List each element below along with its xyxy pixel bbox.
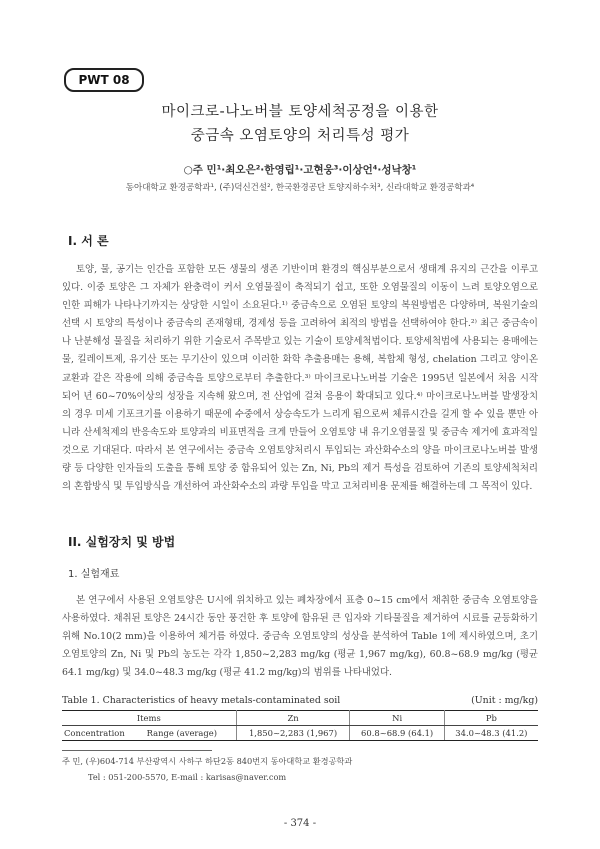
cell-ni: 60.8~68.9 (64.1) xyxy=(350,726,444,741)
footnote-contact: Tel : 051-200-5570, E-mail : karisas@naver.com xyxy=(88,772,287,782)
cell-range-label: Range (average) xyxy=(128,726,236,741)
intro-heading: I. 서 론 xyxy=(68,234,109,248)
header-pb: Pb xyxy=(444,711,538,726)
table-header-row xyxy=(62,711,538,726)
heavy-metals-table xyxy=(62,710,538,741)
header-items: Items xyxy=(62,711,236,726)
table-row xyxy=(62,726,538,741)
footnote-address: 주 민, (우)604-714 부산광역시 사하구 하단2동 840번지 동아대학교 환경공학과 xyxy=(62,756,353,766)
page-number: - 374 - xyxy=(283,818,317,829)
cell-zn: 1,850~2,283 (1,967) xyxy=(236,726,350,741)
table-unit: (Unit : mg/kg) xyxy=(471,695,538,706)
footnote-divider xyxy=(62,750,212,751)
table-caption-text: Table 1. Characteristics of heavy metals-contaminated soil xyxy=(62,695,341,706)
cell-pb: 34.0~48.3 (41.2) xyxy=(444,726,538,741)
materials-subheading: 1. 실험재료 xyxy=(68,569,120,580)
materials-paragraph: 본 연구에서 사용된 오염토양은 U시에 위치하고 있는 폐차장에서 표층 0~15 cm에서 채취한 중금속 오염토양을 사용하였다. 채취된 토양은 24시간 동안 풍건한 후 토양에 함유된 큰 입자와 기타물질을 제거하여 시료를 균등화하기 위해 No.10(2 mm)을 이용하여 체거름 하였다. 중금속 오염토양의 성상을 분석하여 Table 1에 제시하였으며, 초기 오염토양의 Zn, Ni 및 Pb의 농도는 각각 1,850~2,283 mg/kg (평균 1,967 mg/kg), 60.8~68.9 mg/kg (평균 64.1 mg/kg) 및 34.0~48.3 mg/kg (평균 41.2 mg/kg)의 범위를 나타내었다. xyxy=(62,595,538,679)
title-line-1: 마이크로-나노버블 토양세척공정을 이용한 xyxy=(161,104,439,120)
cell-concentration: Concentration xyxy=(62,726,128,741)
header-ni: Ni xyxy=(350,711,444,726)
header-zn: Zn xyxy=(236,711,350,726)
intro-paragraph: 토양, 물, 공기는 인간을 포함한 모든 생물의 생존 기반이며 환경의 핵심부분으로서 생태계 유지의 근간을 이루고 있다. 이중 토양은 그 자체가 완충력이 커서 오염물질이 축적되기 쉽고, 또한 오염물질의 이동이 느려 토양오염으로 인한 피해가 나타나기까지는 상당한 시일이 소요된다.¹⁾ 중금속으로 오염된 토양의 복원방법은 다양하며, 복원기술의 선택 시 토양의 특성이나 중금속의 존재형태, 경제성 등을 고려하여 최적의 방법을 선택하여야 한다.²⁾ 최근 중금속이나 난분해성 물질을 처리하기 위한 기술로서 주목받고 있는 기술이 토양세척법이다. 토양세척법에 사용되는 용매에는 물, 킬레이트제, 유기산 또는 무기산이 있으며 이러한 화학 추출용매는 용해, 복합체 형성, chelation 그리고 양이온 교환과 같은 작용에 의해 중금속을 토양으로부터 추출한다.³⁾ 마이크로나노버블 기술은 1995년 일본에서 처음 시작되어 년 60~70%이상의 성장을 지속해 왔으며, 전 산업에 걸쳐 응용이 확대되고 있다.⁴⁾ 마이크로나노버블 발생장치의 경우 미세 기포크기를 이용하기 때문에 수중에서 상승속도가 느리게 됨으로써 체류시간을 길게 할 수 있을 뿐만 아니라 산세척제의 반응속도와 토양과의 비표면적을 크게 만들어 오염토양 내 유기오염물질 및 중금속 제거에 효과적일 것으로 기대된다. 따라서 본 연구에서는 중금속 오염토양처리시 투입되는 과산화수소의 양을 마이크로나노버블 발생량 등 다양한 인자들의 도출을 통해 토양 중 함유되어 있는 Zn, Ni, Pb의 제거 특성을 검토하여 기존의 토양세척처리의 혼합방식 및 투입방식을 개선하여 과산화수소의 과량 투입을 막고 고처리비용 문제를 해결하는데 그 목적이 있다. xyxy=(62,264,538,493)
session-code-badge: PWT 08 xyxy=(64,68,144,92)
title-line-2: 중금속 오염토양의 처리특성 평가 xyxy=(190,128,410,144)
table-caption xyxy=(62,695,538,706)
author-list: ○주 민¹·최오은²·한영립¹·고현웅³·이상언⁴·성낙창¹ xyxy=(183,164,417,176)
affiliation-list: 동아대학교 환경공학과¹, (주)덕신건설², 한국환경공단 토양지하수처³, 신라대학교 환경공학과⁴ xyxy=(125,183,475,193)
methods-heading: II. 실험장치 및 방법 xyxy=(68,535,176,549)
